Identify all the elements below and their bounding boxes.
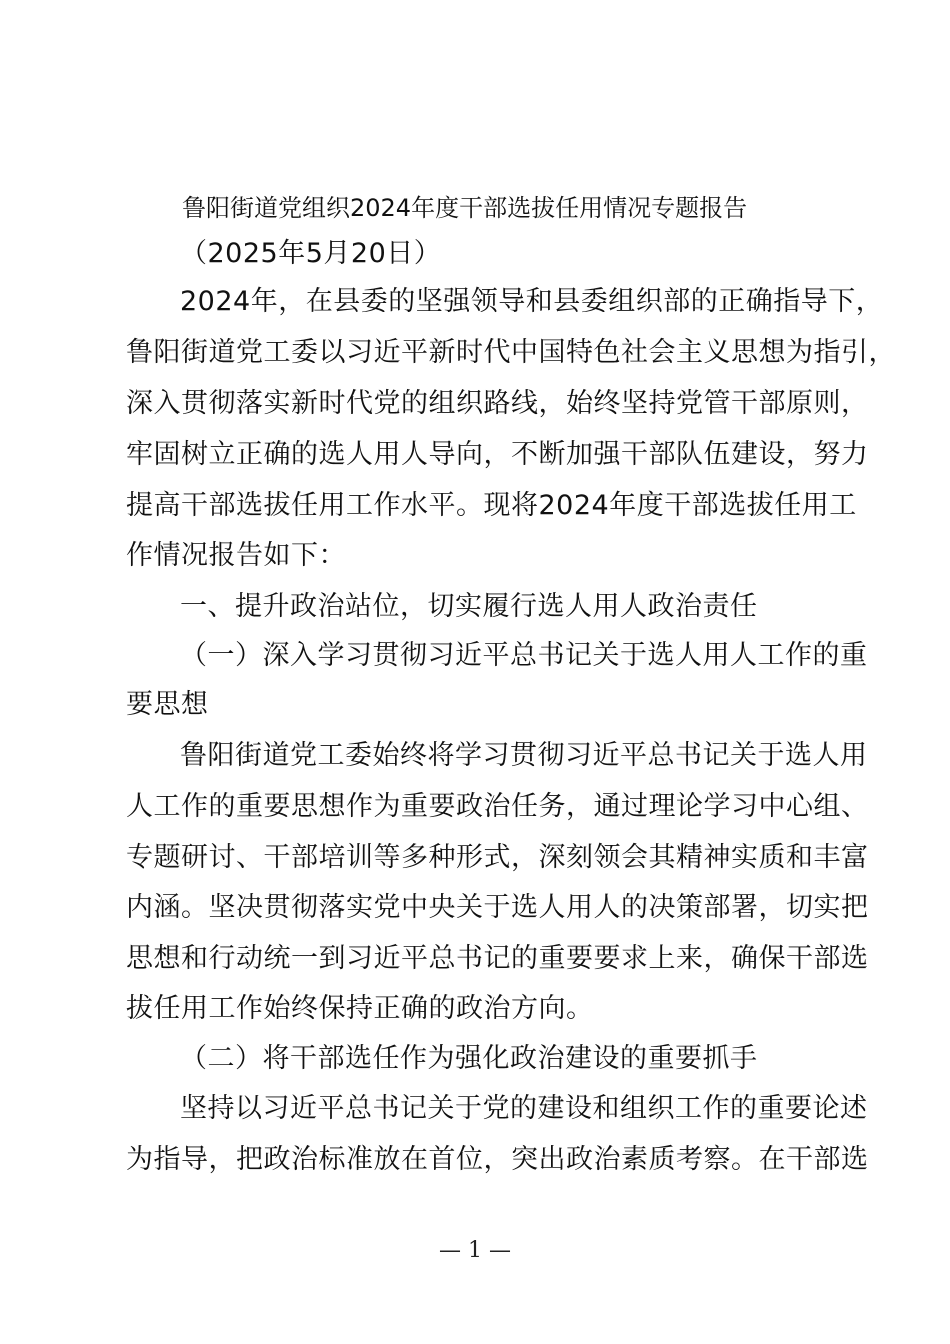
paragraph-line: 人工作的重要思想作为重要政治任务，通过理论学习中心组、 bbox=[126, 791, 869, 822]
paragraph-line: 鲁阳街道党工委始终将学习贯彻习近平总书记关于选人用 bbox=[180, 740, 868, 771]
subsection-heading: （一）深入学习贯彻习近平总书记关于选人用人工作的重 bbox=[180, 640, 868, 671]
subsection-heading: （二）将干部选任作为强化政治建设的重要抓手 bbox=[180, 1043, 758, 1074]
paragraph-line: 作情况报告如下： bbox=[126, 540, 346, 571]
paragraph-line: 深入贯彻落实新时代党的组织路线，始终坚持党管干部原则， bbox=[126, 388, 869, 419]
document-date: （2025年5月20日） bbox=[180, 238, 442, 269]
subsection-heading-continued: 要思想 bbox=[126, 689, 209, 720]
paragraph-line: 鲁阳街道党工委以习近平新时代中国特色社会主义思想为指引， bbox=[126, 337, 896, 368]
page-number: — 1 — bbox=[439, 1238, 511, 1263]
paragraph-line: 为指导，把政治标准放在首位，突出政治素质考察。在干部选 bbox=[126, 1144, 869, 1175]
paragraph-line: 坚持以习近平总书记关于党的建设和组织工作的重要论述 bbox=[180, 1093, 868, 1124]
paragraph-line: 2024年，在县委的坚强领导和县委组织部的正确指导下， bbox=[180, 286, 884, 317]
paragraph-line: 拔任用工作始终保持正确的政治方向。 bbox=[126, 993, 594, 1024]
paragraph-line: 提高干部选拔任用工作水平。现将2024年度干部选拔任用工 bbox=[126, 490, 857, 521]
document-title: 鲁阳街道党组织2024年度干部选拔任用情况专题报告 bbox=[182, 194, 748, 222]
paragraph-line: 思想和行动统一到习近平总书记的重要要求上来，确保干部选 bbox=[126, 943, 869, 974]
paragraph-line: 牢固树立正确的选人用人导向，不断加强干部队伍建设，努力 bbox=[126, 439, 869, 470]
section-heading: 一、提升政治站位，切实履行选人用人政治责任 bbox=[180, 591, 758, 622]
paragraph-line: 专题研讨、干部培训等多种形式，深刻领会其精神实质和丰富 bbox=[126, 842, 869, 873]
paragraph-line: 内涵。坚决贯彻落实党中央关于选人用人的决策部署，切实把 bbox=[126, 892, 869, 923]
